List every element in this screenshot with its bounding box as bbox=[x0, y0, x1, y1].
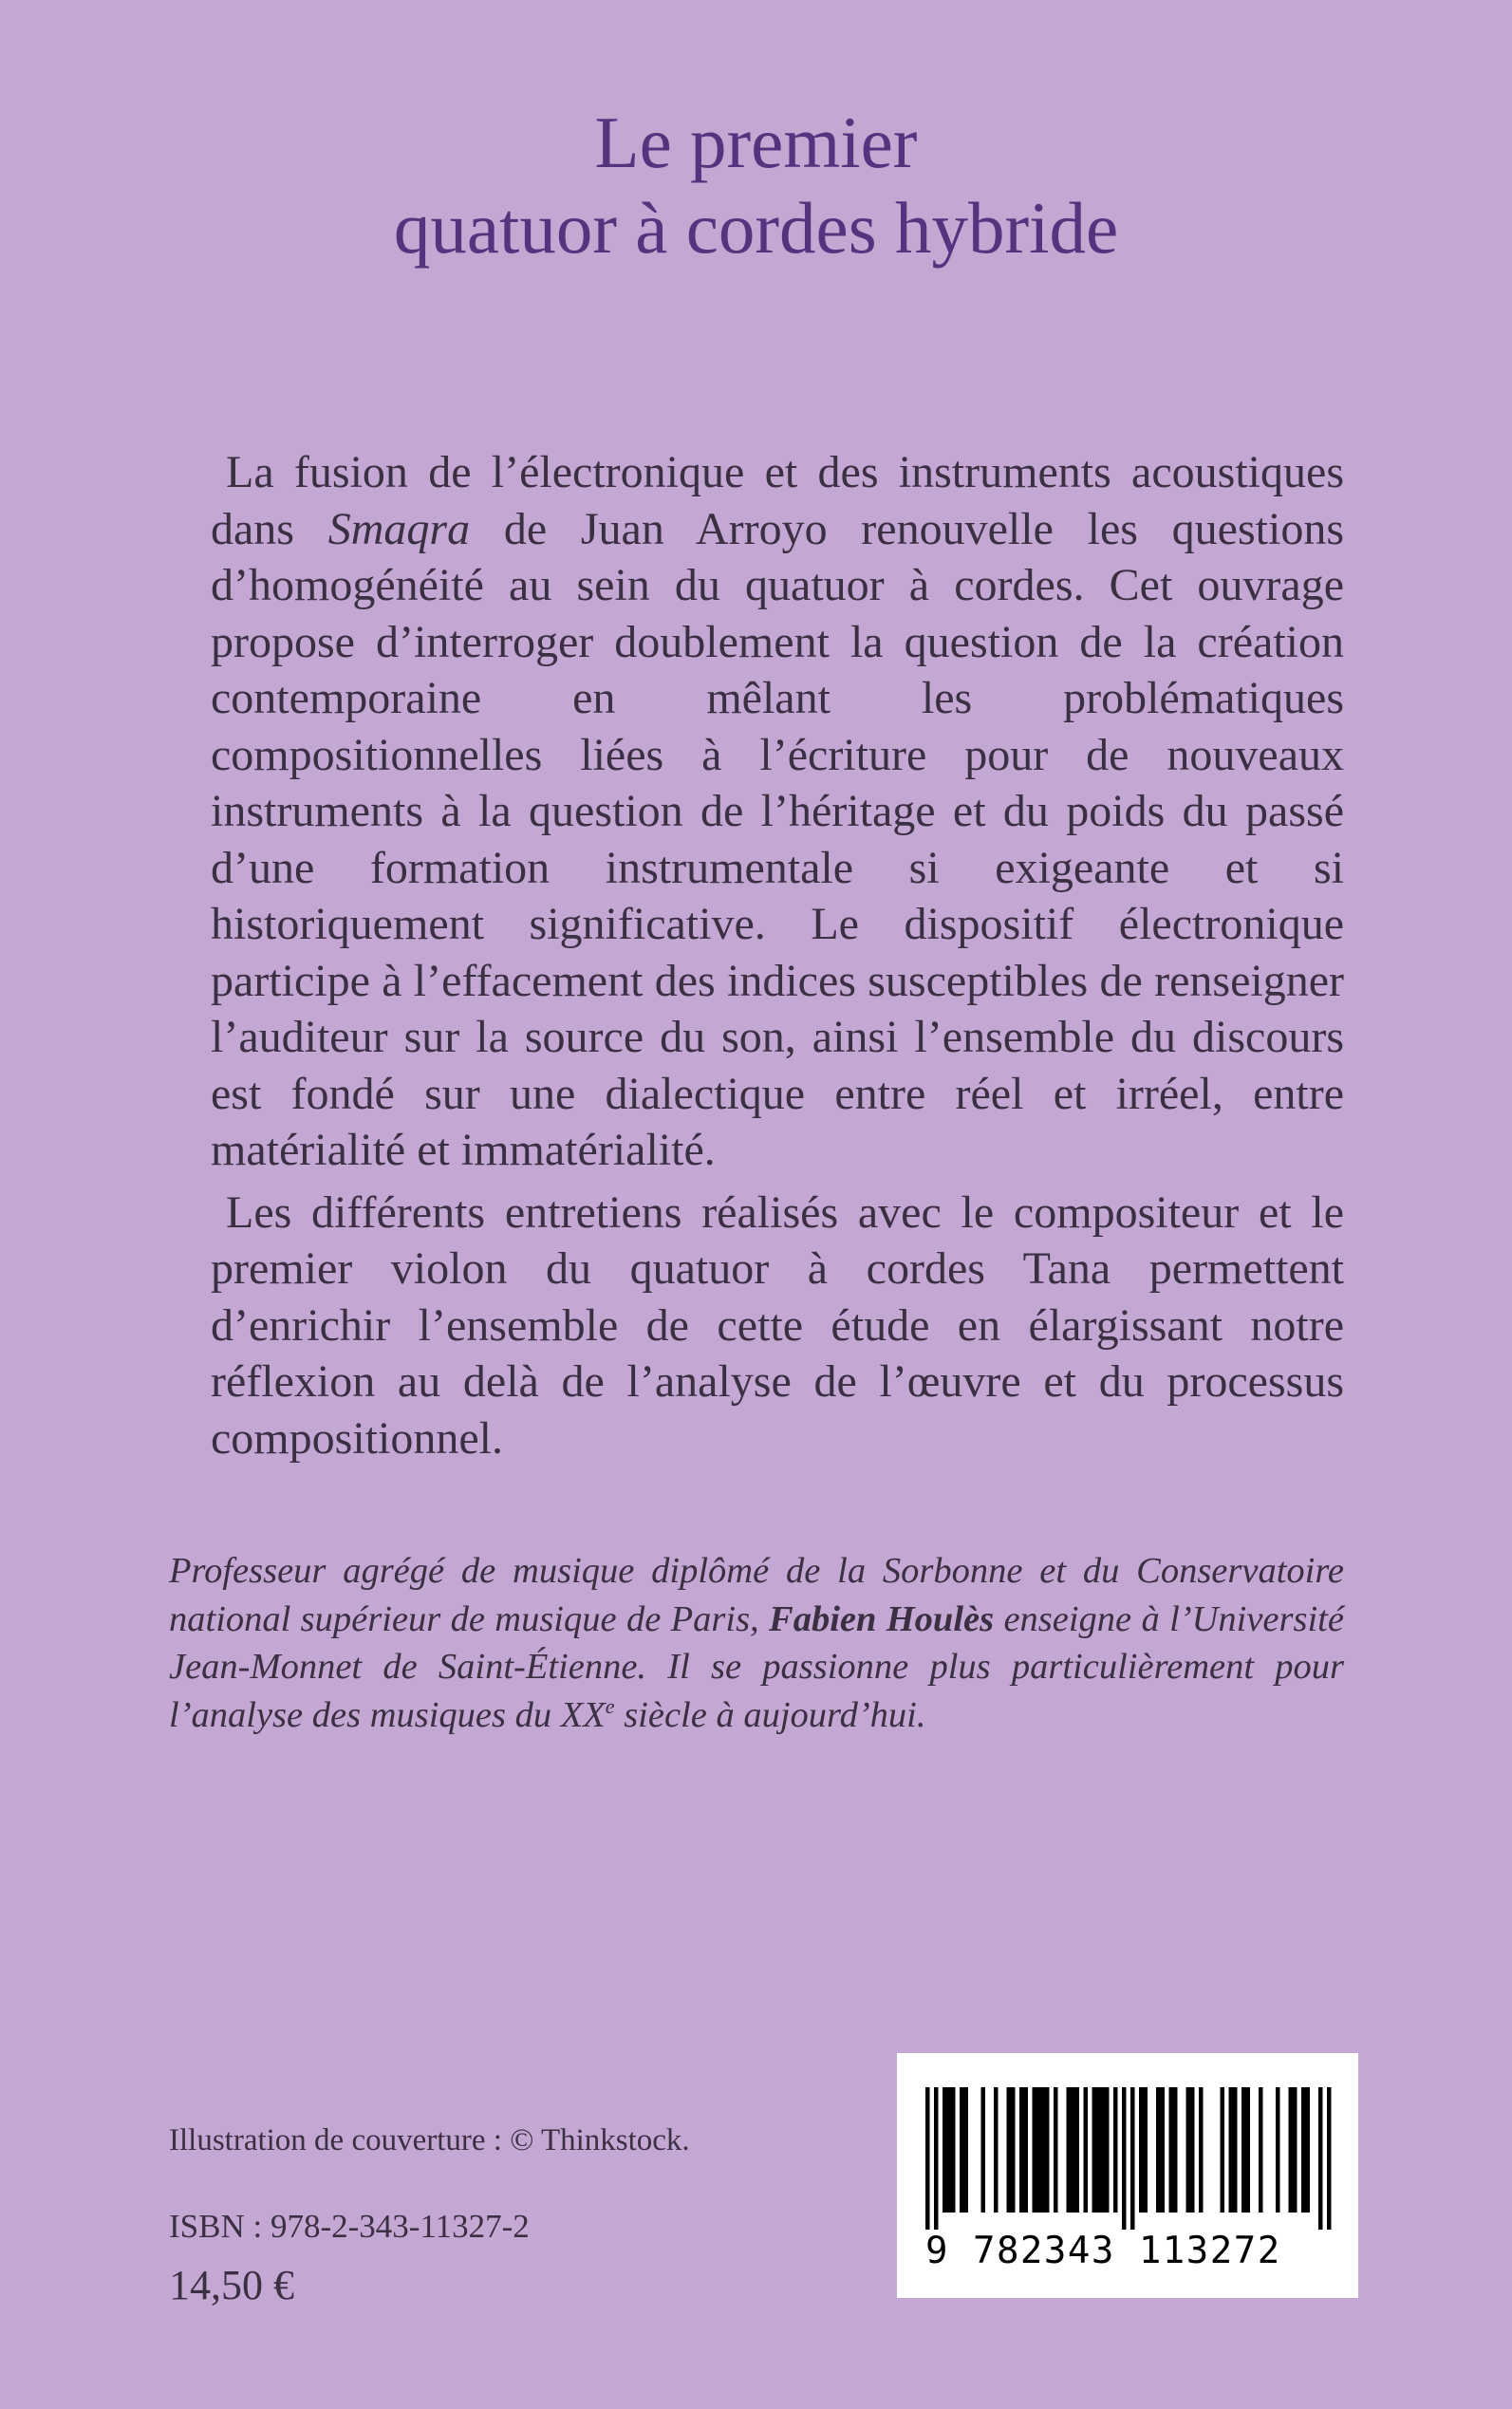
barcode-bar bbox=[1105, 2087, 1110, 2213]
barcode-bar bbox=[960, 2087, 964, 2213]
barcode-bar bbox=[1241, 2087, 1246, 2213]
book-summary bbox=[211, 444, 1344, 1466]
barcode-bar bbox=[1019, 2087, 1024, 2213]
author-bio-end: siècle à aujourd’hui. bbox=[614, 1694, 926, 1735]
work-title-smaqra: Smaqra bbox=[327, 503, 471, 554]
barcode-bar bbox=[1289, 2087, 1294, 2213]
barcode-bar bbox=[1036, 2087, 1041, 2213]
summary-paragraph-1 bbox=[211, 444, 1344, 1179]
barcode-bar bbox=[1259, 2087, 1263, 2213]
barcode-bar bbox=[1011, 2087, 1016, 2213]
barcode-bar bbox=[951, 2087, 956, 2213]
barcode-bar bbox=[1130, 2087, 1135, 2230]
barcode-bars bbox=[897, 2087, 1358, 2230]
isbn: ISBN : 978-2-343-11327-2 bbox=[169, 2208, 530, 2245]
barcode-bar bbox=[1007, 2087, 1012, 2213]
barcode-bar bbox=[1233, 2087, 1238, 2213]
barcode-bar bbox=[1041, 2087, 1046, 2213]
barcode-bar bbox=[1075, 2087, 1080, 2213]
barcode-bar bbox=[947, 2087, 952, 2213]
barcode-bar bbox=[1246, 2087, 1251, 2213]
barcode-bar bbox=[1071, 2087, 1075, 2213]
price: 14,50 € bbox=[169, 2262, 294, 2308]
barcode-bar bbox=[964, 2087, 969, 2213]
barcode-bar bbox=[1161, 2087, 1166, 2213]
barcode-bar bbox=[1033, 2087, 1037, 2213]
summary-paragraph-2: Les différents entretiens réalisés avec le compositeur et le premier violon du quatuor à cordes Tana permettent d’enrichir l’ensemble de cette étude en élargissant notre réflexion au delà de l’analyse de l’œuvre et du processus compositionnel. bbox=[211, 1186, 1344, 1464]
barcode-bar bbox=[1067, 2087, 1072, 2213]
barcode-bar bbox=[934, 2087, 939, 2230]
book-title bbox=[0, 100, 1512, 271]
author-bio-middle: enseigne à l’Université Jean-Monnet de Saint-Étienne. Il se passionne plus particulièrement pour l’analyse des musiques du XX bbox=[169, 1598, 1344, 1735]
barcode-bar bbox=[1092, 2087, 1097, 2213]
barcode-bar bbox=[1318, 2087, 1323, 2230]
barcode-bar bbox=[1144, 2087, 1148, 2213]
book-title-line-1: Le premier bbox=[594, 102, 918, 183]
author-bio bbox=[169, 1547, 1344, 1739]
barcode-bar bbox=[1054, 2087, 1058, 2213]
barcode-bar bbox=[1101, 2087, 1106, 2213]
summary-paragraph-1-start: La fusion de l’électronique et des instruments acoustiques dans bbox=[211, 447, 1344, 554]
author-bio-start: Professeur agrégé de musique diplômé de la Sorbonne et du Conservatoire national supérieur de musique de Paris, bbox=[169, 1551, 1344, 1639]
century-superscript: e bbox=[605, 1693, 615, 1718]
barcode-bar bbox=[1293, 2087, 1297, 2213]
barcode-bar bbox=[994, 2087, 999, 2213]
barcode-bar bbox=[1186, 2087, 1191, 2213]
barcode-bar bbox=[1301, 2087, 1306, 2213]
cover-illustration-credit: Illustration de couverture : © Thinkstock. bbox=[169, 2123, 690, 2157]
barcode-bar bbox=[1113, 2087, 1118, 2213]
barcode-bar bbox=[1229, 2087, 1234, 2213]
author-name: Fabien Houlès bbox=[769, 1598, 995, 1639]
barcode-bar bbox=[1221, 2087, 1225, 2213]
barcode-bar bbox=[1190, 2087, 1195, 2213]
barcode-bar bbox=[925, 2087, 930, 2230]
barcode-bar bbox=[1173, 2087, 1178, 2213]
barcode-bar bbox=[1276, 2087, 1280, 2213]
barcode-bar bbox=[1024, 2087, 1029, 2213]
barcode-bar bbox=[1156, 2087, 1161, 2213]
summary-paragraph-1-rest: de Juan Arroyo renouvelle les questions d’homogénéité au sein du quatuor à cordes. Cet ouvrage propose d’interroger doublement la question de la création contemporaine en mêlant les problématiques compositionnelles liées à l’écriture pour de nouveaux instruments à la question de l’héritage et du poids du passé d’une formation instrumentale si exigeante et si historiquement significative. Le dispositif électronique participe à l’effacement des indices susceptibles de renseigner l’auditeur sur la source du son, ainsi l’ensemble du discours est fondé sur une dialectique entre réel et irréel, entre matérialité et immatérialité. bbox=[211, 503, 1345, 1175]
barcode-bar bbox=[1327, 2087, 1332, 2230]
barcode-bar bbox=[943, 2087, 947, 2213]
barcode-number: 9 782343 113272 bbox=[925, 2230, 1281, 2272]
barcode-bar bbox=[1096, 2087, 1101, 2213]
barcode-bar bbox=[981, 2087, 986, 2213]
barcode-bar bbox=[1139, 2087, 1144, 2213]
barcode-bar bbox=[1084, 2087, 1089, 2213]
barcode-bar bbox=[1199, 2087, 1204, 2213]
barcode-bar bbox=[1122, 2087, 1127, 2230]
barcode-bar bbox=[1306, 2087, 1311, 2213]
book-title-line-2: quatuor à cordes hybride bbox=[393, 187, 1119, 269]
barcode-bar bbox=[1045, 2087, 1050, 2213]
barcode-bar bbox=[1169, 2087, 1174, 2213]
barcode bbox=[897, 2053, 1358, 2298]
